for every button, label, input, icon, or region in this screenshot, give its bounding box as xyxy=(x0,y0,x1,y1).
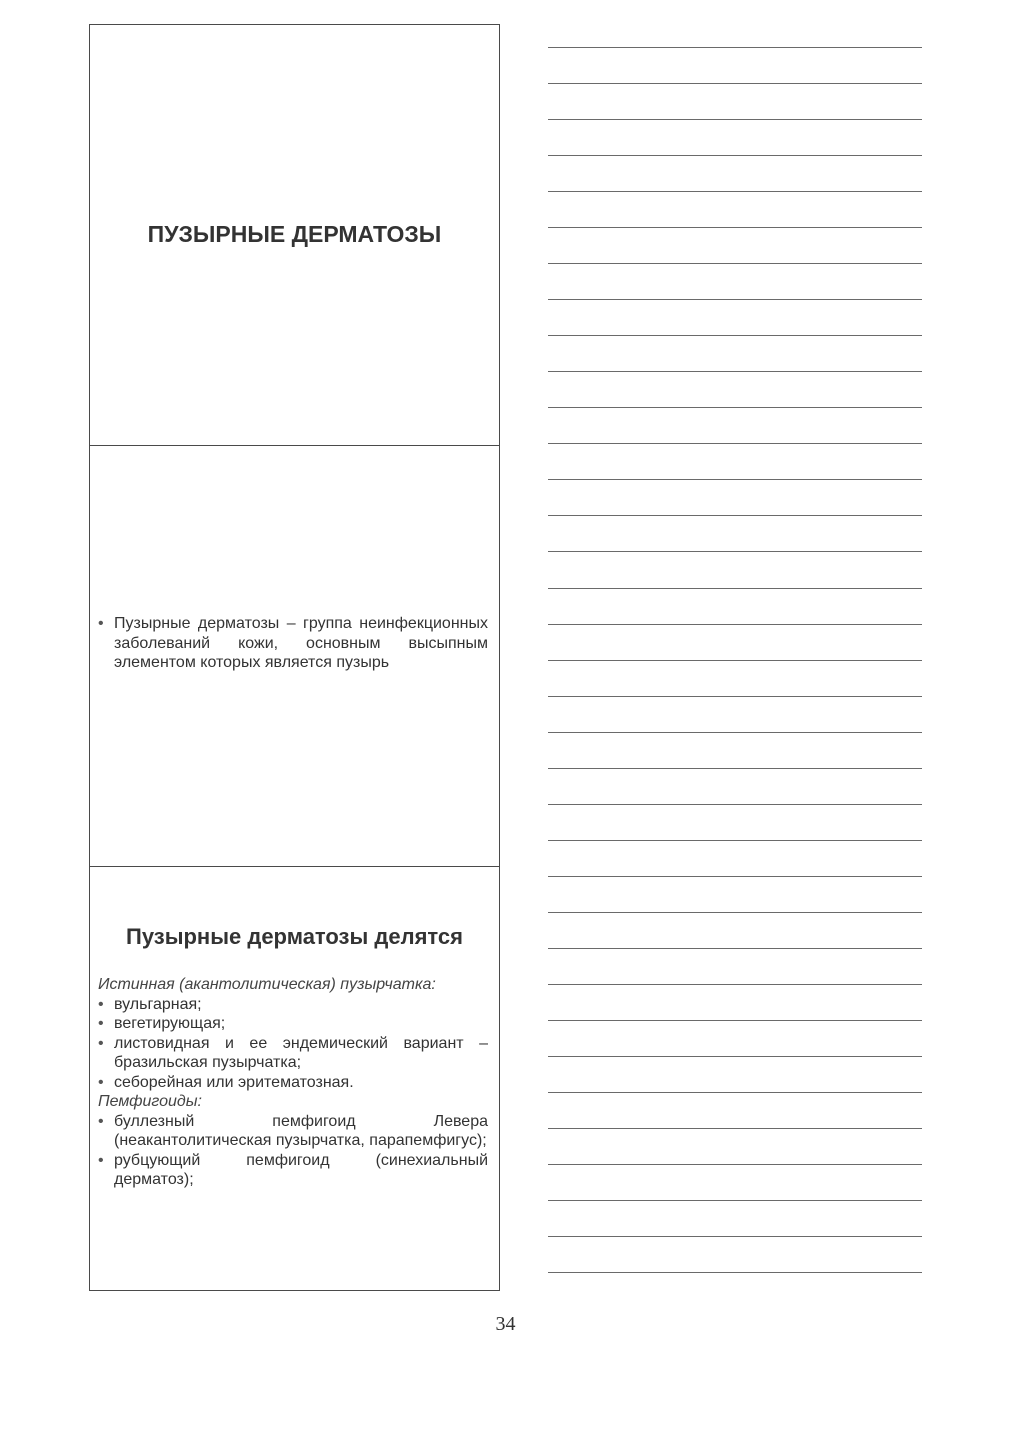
note-line xyxy=(548,804,922,805)
note-line xyxy=(548,155,922,156)
slide-1-title: ПУЗЫРНЫЕ ДЕРМАТОЗЫ xyxy=(147,221,442,247)
note-line xyxy=(548,515,922,516)
note-line xyxy=(548,1020,922,1021)
note-line xyxy=(548,551,922,552)
note-line xyxy=(548,1236,922,1237)
list-item: • листовидная и ее эндемический вариант – бразильская пузырчатка; xyxy=(90,1034,488,1073)
slide-2 xyxy=(90,445,499,866)
group-list-pemphigus xyxy=(90,995,488,1093)
note-line xyxy=(548,984,922,985)
note-line xyxy=(548,47,922,48)
note-line xyxy=(548,227,922,228)
note-line xyxy=(548,479,922,480)
note-line xyxy=(548,876,922,877)
note-line xyxy=(548,948,922,949)
note-line xyxy=(548,407,922,408)
note-line xyxy=(548,1092,922,1093)
note-line xyxy=(548,696,922,697)
note-line xyxy=(548,588,922,589)
list-item: • вегетирующая; xyxy=(90,1014,488,1034)
slide-2-bullets xyxy=(90,614,488,673)
note-lines xyxy=(548,0,922,1290)
note-line xyxy=(548,335,922,336)
group-heading-pemphigoids: Пемфигоиды: xyxy=(98,1093,202,1110)
list-item: • рубцующий пемфигоид (синехиальный дерматоз); xyxy=(90,1151,488,1190)
slides-column xyxy=(89,24,500,1291)
slide-3 xyxy=(90,866,499,1290)
note-line xyxy=(548,1128,922,1129)
slide-3-content xyxy=(90,975,488,1190)
note-line xyxy=(548,119,922,120)
note-line xyxy=(548,191,922,192)
group-heading-pemphigus: Истинная (акантолитическая) пузырчатка: xyxy=(98,976,436,993)
note-line xyxy=(548,624,922,625)
note-line xyxy=(548,1164,922,1165)
page-number: 34 xyxy=(495,1313,516,1335)
note-line xyxy=(548,1200,922,1201)
note-line xyxy=(548,1056,922,1057)
note-line xyxy=(548,732,922,733)
list-item: • себорейная или эритематозная. xyxy=(90,1073,488,1093)
list-item: • вульгарная; xyxy=(90,995,488,1015)
note-line xyxy=(548,840,922,841)
slide-1 xyxy=(90,25,499,445)
bullet-item: • Пузырные дерматозы – группа неинфекционных заболеваний кожи, основным высыпным элементом которых является пузырь xyxy=(90,614,488,673)
list-item: • буллезный пемфигоид Левера (неакантолитическая пузырчатка, парапемфигус); xyxy=(90,1112,488,1151)
slide-3-title: Пузырные дерматозы делятся xyxy=(126,924,463,949)
note-line xyxy=(548,371,922,372)
note-line xyxy=(548,768,922,769)
note-line xyxy=(548,83,922,84)
note-line xyxy=(548,912,922,913)
note-line xyxy=(548,443,922,444)
note-line xyxy=(548,1272,922,1273)
note-line xyxy=(548,263,922,264)
group-list-pemphigoids xyxy=(90,1112,488,1190)
note-line xyxy=(548,299,922,300)
note-line xyxy=(548,660,922,661)
